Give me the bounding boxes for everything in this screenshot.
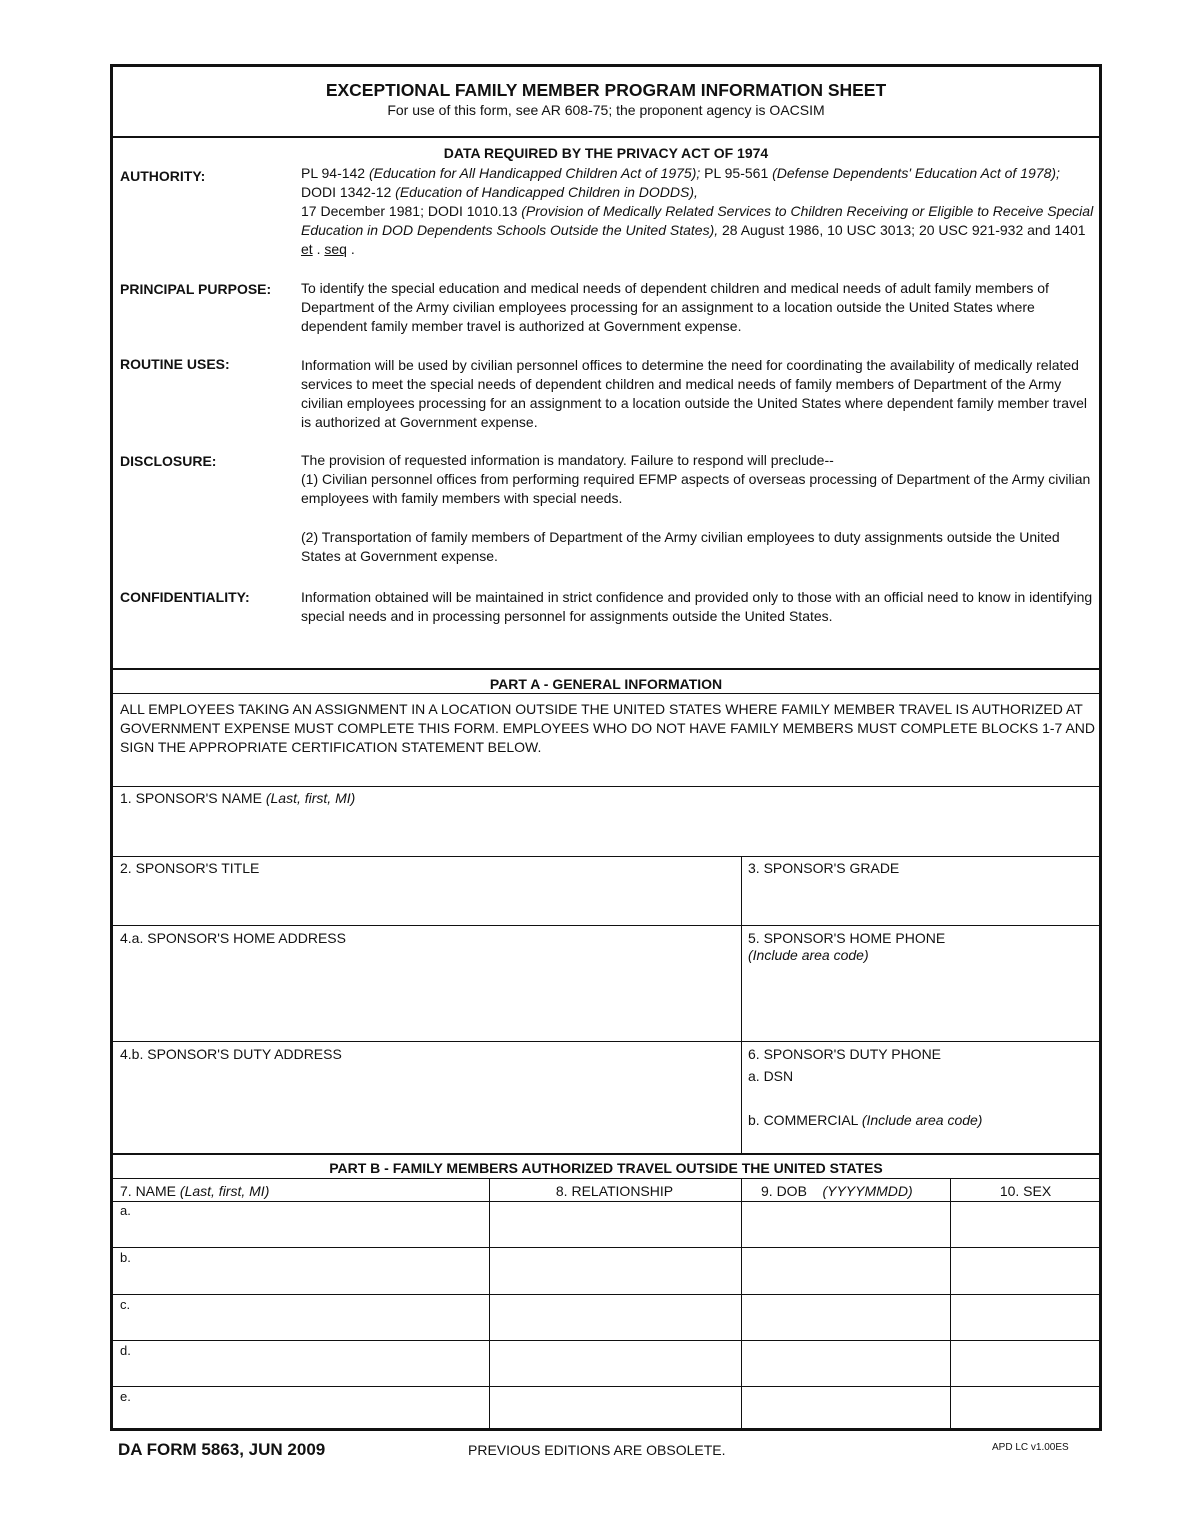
sponsor-duty-address-field[interactable]: 4.b. SPONSOR'S DUTY ADDRESS [120, 1046, 342, 1062]
disclosure-label: DISCLOSURE: [120, 453, 217, 469]
home-phone-hint: (Include area code) [748, 947, 869, 963]
sponsor-duty-phone-label: 6. SPONSOR'S DUTY PHONE [748, 1046, 942, 1062]
family-row-e[interactable]: e. [120, 1389, 131, 1404]
sponsor-name-field[interactable]: 1. SPONSOR'S NAME (Last, first, MI) [120, 790, 356, 806]
confidentiality-label: CONFIDENTIALITY: [120, 589, 250, 605]
disclosure-intro: The provision of requested information is mandatory. Failure to respond will preclude-- [301, 452, 834, 468]
version-tag: APD LC v1.00ES [992, 1442, 1069, 1453]
confidentiality-text: Information obtained will be maintained in strict confidence and provided only to those with an official need to know in identifying special needs and in processing personnel for assignments outside the United States. [301, 589, 1093, 624]
authority-label: AUTHORITY: [120, 168, 206, 184]
column-divider [741, 856, 742, 1153]
disclosure-item-2: (2) Transportation of family members of Department of the Army civilian employees to duty assignments outside the United States at Government expense. [301, 529, 1060, 564]
divider [113, 1201, 1099, 1202]
divider [113, 1041, 1099, 1042]
form-frame [110, 64, 1102, 1431]
duty-phone-dsn-field[interactable]: a. DSN [748, 1068, 794, 1084]
purpose-text: To identify the special education and medical needs of dependent children and medical needs of adult family members of Department of the Army civilian employees processing for an assignment to a location outside the United States where dependent family member travel is authorized at Government expense. [301, 280, 1049, 334]
column-divider [489, 1178, 490, 1431]
divider [113, 786, 1099, 787]
column-divider [950, 1178, 951, 1431]
col-name-header: 7. NAME (Last, first, MI) [120, 1183, 270, 1199]
divider [113, 1386, 1099, 1387]
duty-phone-commercial-field[interactable]: b. COMMERCIAL (Include area code) [748, 1112, 983, 1128]
sponsor-title-field[interactable]: 2. SPONSOR'S TITLE [120, 860, 260, 876]
divider [113, 1153, 1099, 1155]
routine-text: Information will be used by civilian personnel offices to determine the need for coordinating the availability of medically related services to meet the special needs of dependent children and medical needs of family members of Department of the Army civilian employees processing for an assignment to a location outside the United States where dependent family member travel is authorized at Government expense. [301, 357, 1087, 430]
col-dob-header: 9. DOB (YYYYMMDD) [761, 1183, 913, 1199]
family-row-d[interactable]: d. [120, 1343, 131, 1358]
form-title: EXCEPTIONAL FAMILY MEMBER PROGRAM INFORMATION SHEET [325, 80, 887, 100]
authority-text: PL 94-142 (Education for All Handicapped Children Act of 1975); PL 95-561 (Defense Dependents' Education Act of 1978); DODI 1342-12 (Education of Handicapped Children in DODDS), 17 December 1981; DODI 1010.13 (Provision of Medically Related Services to Children Receiving or Eligible to Receive Special Education in DOD Dependents Schools Outside the United States), 28 August 1986, 10 USC 3013; 20 USC 921-932 and 1401 et . seq . [301, 165, 1094, 257]
family-row-c[interactable]: c. [120, 1297, 131, 1312]
divider [113, 693, 1099, 694]
part-a-heading: PART A - GENERAL INFORMATION [489, 676, 723, 692]
divider [113, 136, 1099, 138]
divider [113, 1178, 1099, 1179]
part-b-heading: PART B - FAMILY MEMBERS AUTHORIZED TRAVEL OUTSIDE THE UNITED STATES [329, 1160, 883, 1176]
family-row-a[interactable]: a. [120, 1203, 131, 1218]
privacy-heading: DATA REQUIRED BY THE PRIVACY ACT OF 1974 [443, 145, 769, 161]
form-subtitle: For use of this form, see AR 608-75; the proponent agency is OACSIM [387, 102, 825, 118]
sponsor-home-address-field[interactable]: 4.a. SPONSOR'S HOME ADDRESS [120, 930, 346, 946]
divider [113, 668, 1099, 670]
divider [113, 925, 1099, 926]
sponsor-home-phone-field[interactable]: 5. SPONSOR'S HOME PHONE [748, 930, 946, 946]
sponsor-grade-field[interactable]: 3. SPONSOR'S GRADE [748, 860, 900, 876]
divider [113, 1294, 1099, 1295]
obsolete-notice: PREVIOUS EDITIONS ARE OBSOLETE. [468, 1442, 726, 1458]
divider [113, 1340, 1099, 1341]
divider [113, 1247, 1099, 1248]
form-id: DA FORM 5863, JUN 2009 [118, 1440, 326, 1459]
col-relationship-header: 8. RELATIONSHIP [555, 1183, 674, 1199]
family-row-b[interactable]: b. [120, 1250, 131, 1265]
column-divider [741, 1178, 742, 1431]
routine-label: ROUTINE USES: [120, 356, 230, 372]
divider [113, 856, 1099, 857]
purpose-label: PRINCIPAL PURPOSE: [120, 281, 272, 297]
disclosure-item-1: (1) Civilian personnel offices from performing required EFMP aspects of overseas processing of Department of the Army civilian employees with family members with special needs. [301, 471, 1091, 506]
col-sex-header: 10. SEX [999, 1183, 1052, 1199]
part-a-instructions: ALL EMPLOYEES TAKING AN ASSIGNMENT IN A LOCATION OUTSIDE THE UNITED STATES WHERE FAMILY MEMBER TRAVEL IS AUTHORIZED AT GOVERNMENT EXPENSE MUST COMPLETE THIS FORM. EMPLOYEES WHO DO NOT HAVE FAMILY MEMBERS MUST COMPLETE BLOCKS 1-7 AND SIGN THE APPROPRIATE CERTIFICATION STATEMENT BELOW. [120, 701, 1096, 755]
